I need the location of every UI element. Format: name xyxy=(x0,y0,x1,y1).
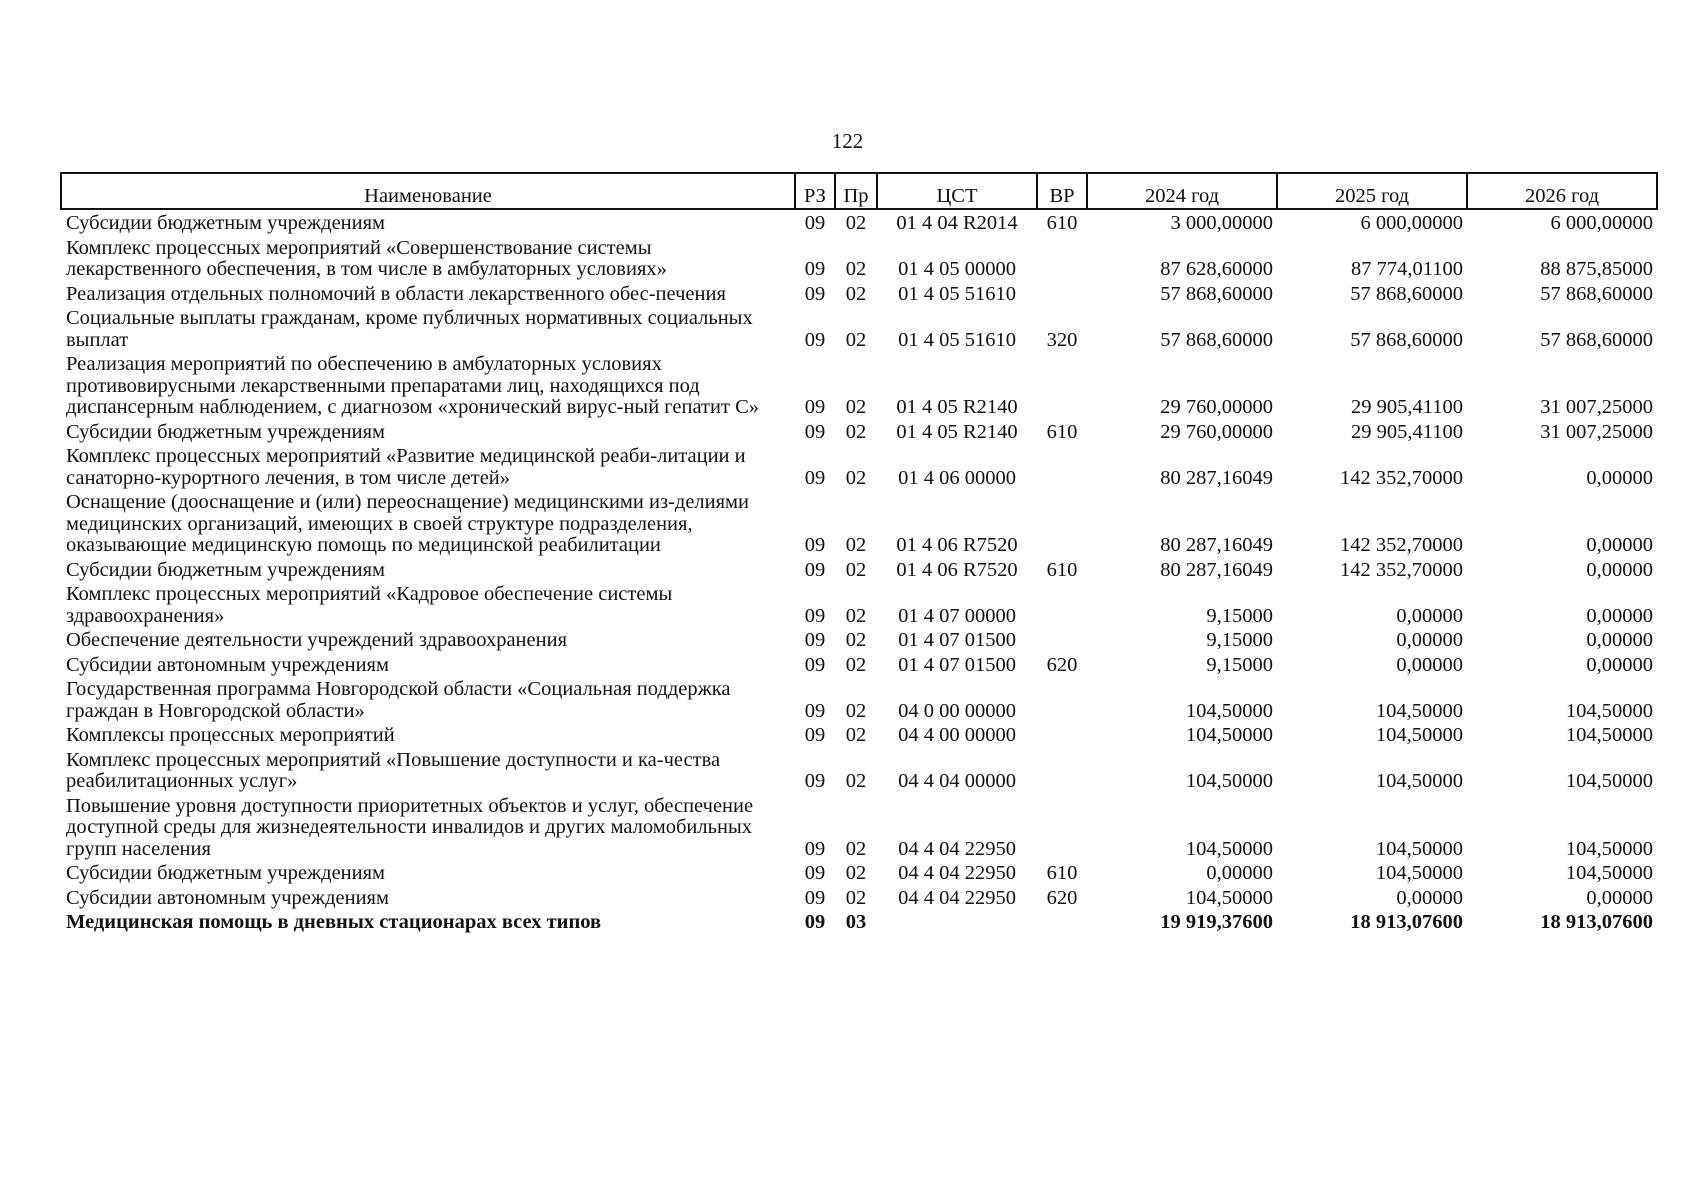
row-value-2024: 104,50000 xyxy=(1185,837,1273,860)
header-vr: ВР xyxy=(1037,173,1087,209)
row-value-2025: 142 352,70000 xyxy=(1340,466,1463,489)
row-value-2026: 104,50000 xyxy=(1565,699,1653,722)
row-value-2024: 9,15000 xyxy=(1206,604,1273,627)
row-cst: 04 4 00 00000 xyxy=(898,724,1016,746)
header-name: Наименование xyxy=(61,173,795,209)
row-vr xyxy=(1037,489,1087,557)
row-value-2025: 57 868,60000 xyxy=(1350,328,1463,351)
row-name: Субсидии бюджетным учреждениям xyxy=(66,558,386,581)
row-vr: 610 xyxy=(1046,558,1078,581)
row-vr: 320 xyxy=(1046,328,1078,351)
row-rz: 09 xyxy=(804,328,826,351)
row-value-2026: 6 000,00000 xyxy=(1550,212,1653,234)
row-value-2024: 0,00000 xyxy=(1206,862,1273,884)
table-row xyxy=(61,557,1657,582)
row-rz: 09 xyxy=(804,653,826,676)
table-row xyxy=(61,793,1657,861)
table-row xyxy=(61,722,1657,747)
row-name: Реализация отдельных полномочий в области лекарственного обес-печения xyxy=(66,282,726,305)
row-value-2026: 0,00000 xyxy=(1586,534,1653,556)
row-value-2026: 0,00000 xyxy=(1586,604,1653,627)
table-header xyxy=(61,173,1657,209)
row-value-2024: 80 287,16049 xyxy=(1160,534,1273,556)
row-value-2026: 0,00000 xyxy=(1586,466,1653,489)
row-rz: 09 xyxy=(804,629,826,651)
row-value-2024: 104,50000 xyxy=(1185,699,1273,722)
row-value-2024: 80 287,16049 xyxy=(1160,466,1273,489)
header-cst: ЦСТ xyxy=(877,173,1037,209)
table-row xyxy=(61,443,1657,489)
row-vr xyxy=(1037,351,1087,419)
row-pr: 02 xyxy=(845,653,867,676)
row-value-2026: 104,50000 xyxy=(1565,837,1653,860)
row-value-2024: 104,50000 xyxy=(1185,770,1273,792)
row-pr: 02 xyxy=(845,396,867,418)
row-cst: 01 4 07 00000 xyxy=(898,604,1016,627)
row-cst: 04 4 04 22950 xyxy=(898,886,1016,909)
row-name: Субсидии автономным учреждениям xyxy=(66,886,389,909)
row-vr: 620 xyxy=(1046,886,1078,909)
row-vr xyxy=(1037,627,1087,652)
row-vr: 610 xyxy=(1046,862,1078,884)
row-name: Государственная программа Новгородской области «Социальная поддержка граждан в Новгородской области» xyxy=(66,678,731,722)
row-cst xyxy=(877,909,1037,934)
row-value-2025: 142 352,70000 xyxy=(1340,534,1463,556)
row-value-2026: 31 007,25000 xyxy=(1540,420,1653,443)
row-rz: 09 xyxy=(804,420,826,443)
row-pr: 02 xyxy=(845,699,867,722)
row-cst: 04 4 04 00000 xyxy=(898,770,1016,792)
table-row xyxy=(61,747,1657,793)
row-rz: 09 xyxy=(804,396,826,418)
row-value-2024: 57 868,60000 xyxy=(1160,282,1273,305)
row-rz: 09 xyxy=(804,282,826,305)
header-2024: 2024 год xyxy=(1087,173,1277,209)
row-rz: 09 xyxy=(804,212,826,234)
row-name: Комплексы процессных мероприятий xyxy=(66,724,395,746)
header-row xyxy=(61,173,1657,209)
table-row xyxy=(61,652,1657,677)
row-cst: 04 4 04 22950 xyxy=(898,862,1016,884)
table-row xyxy=(61,281,1657,306)
row-vr: 620 xyxy=(1046,653,1078,676)
table-row xyxy=(61,489,1657,557)
row-cst: 01 4 05 51610 xyxy=(898,282,1016,305)
table-row xyxy=(61,419,1657,444)
table-row xyxy=(61,909,1657,934)
row-pr: 02 xyxy=(845,770,867,792)
row-pr: 02 xyxy=(845,466,867,489)
row-rz: 09 xyxy=(804,558,826,581)
row-cst: 01 4 07 01500 xyxy=(898,629,1016,651)
row-pr: 02 xyxy=(845,258,867,280)
row-value-2025: 0,00000 xyxy=(1396,653,1463,676)
row-cst: 04 4 04 22950 xyxy=(898,837,1016,860)
row-value-2026: 0,00000 xyxy=(1586,653,1653,676)
row-value-2025: 29 905,41100 xyxy=(1351,420,1463,443)
row-value-2026: 0,00000 xyxy=(1586,558,1653,581)
row-pr: 02 xyxy=(845,886,867,909)
row-value-2024: 104,50000 xyxy=(1185,724,1273,746)
row-pr: 02 xyxy=(845,724,867,746)
row-name: Социальные выплаты гражданам, кроме публичных нормативных социальных выплат xyxy=(66,307,753,351)
row-value-2025: 104,50000 xyxy=(1375,770,1463,792)
table-row xyxy=(61,581,1657,627)
row-value-2025: 18 913,07600 xyxy=(1350,911,1463,933)
row-cst: 01 4 05 R2140 xyxy=(896,396,1018,418)
row-rz: 09 xyxy=(804,534,826,556)
row-value-2026: 0,00000 xyxy=(1586,886,1653,909)
row-cst: 01 4 06 R7520 xyxy=(896,534,1018,556)
table-row xyxy=(61,676,1657,722)
row-cst: 01 4 07 01500 xyxy=(898,653,1016,676)
row-name: Субсидии бюджетным учреждениям xyxy=(66,212,386,234)
row-value-2026: 0,00000 xyxy=(1586,629,1653,651)
row-value-2026: 88 875,85000 xyxy=(1540,258,1653,280)
row-value-2025: 29 905,41100 xyxy=(1351,396,1463,418)
row-pr: 02 xyxy=(845,558,867,581)
row-value-2025: 0,00000 xyxy=(1396,629,1463,651)
row-value-2025: 142 352,70000 xyxy=(1340,558,1463,581)
table-body xyxy=(61,209,1657,934)
row-cst: 01 4 06 R7520 xyxy=(896,558,1018,581)
row-name: Реализация мероприятий по обеспечению в амбулаторных условиях противовирусными лекарственными препаратами лиц, находящихся под диспансерным наблюдением, с диагнозом «хронический вирус-ный гепатит С» xyxy=(66,353,759,418)
row-vr: 610 xyxy=(1046,212,1078,234)
header-pr: Пр xyxy=(835,173,877,209)
row-name: Оснащение (дооснащение и (или) переоснащение) медицинскими из-делиями медицинских организаций, имеющих в своей структуре подразделения, оказывающие медицинскую помощь по медицинской реабилитации xyxy=(66,491,749,556)
row-value-2024: 9,15000 xyxy=(1206,653,1273,676)
row-value-2024: 29 760,00000 xyxy=(1160,396,1273,418)
row-cst: 01 4 04 R2014 xyxy=(896,212,1018,234)
row-vr xyxy=(1037,235,1087,281)
row-value-2025: 104,50000 xyxy=(1375,699,1463,722)
row-vr: 610 xyxy=(1046,420,1078,443)
row-cst: 01 4 05 51610 xyxy=(898,328,1016,351)
row-value-2025: 87 774,01100 xyxy=(1351,258,1463,280)
table-row xyxy=(61,885,1657,910)
row-vr xyxy=(1037,747,1087,793)
row-pr: 02 xyxy=(845,534,867,556)
row-pr: 02 xyxy=(845,629,867,651)
row-cst: 04 0 00 00000 xyxy=(898,699,1016,722)
table-row xyxy=(61,305,1657,351)
row-value-2024: 19 919,37600 xyxy=(1160,911,1273,933)
row-vr xyxy=(1037,281,1087,306)
row-value-2024: 104,50000 xyxy=(1185,886,1273,909)
row-rz: 09 xyxy=(804,604,826,627)
row-vr xyxy=(1037,909,1087,934)
row-value-2024: 9,15000 xyxy=(1206,629,1273,651)
row-rz: 09 xyxy=(804,466,826,489)
row-rz: 09 xyxy=(804,770,826,792)
row-vr xyxy=(1037,722,1087,747)
row-value-2025: 57 868,60000 xyxy=(1350,282,1463,305)
row-vr xyxy=(1037,793,1087,861)
row-pr: 02 xyxy=(845,328,867,351)
row-value-2026: 104,50000 xyxy=(1565,770,1653,792)
row-value-2024: 80 287,16049 xyxy=(1160,558,1273,581)
row-value-2024: 29 760,00000 xyxy=(1160,420,1273,443)
row-name: Комплекс процессных мероприятий «Совершенствование системы лекарственного обеспечения, в том числе в амбулаторных условиях» xyxy=(66,236,667,280)
row-name: Комплекс процессных мероприятий «Развитие медицинской реаби-литации и санаторно-курортного лечения, в том числе детей» xyxy=(66,445,746,489)
row-rz: 09 xyxy=(804,837,826,860)
row-pr: 03 xyxy=(845,911,867,933)
row-rz: 09 xyxy=(804,911,826,933)
row-value-2024: 57 868,60000 xyxy=(1160,328,1273,351)
row-vr xyxy=(1037,443,1087,489)
row-name: Субсидии автономным учреждениям xyxy=(66,653,389,676)
table-row xyxy=(61,860,1657,885)
row-value-2025: 104,50000 xyxy=(1375,724,1463,746)
page-number: 122 xyxy=(831,129,864,153)
row-rz: 09 xyxy=(804,862,826,884)
table-row xyxy=(61,627,1657,652)
row-value-2026: 104,50000 xyxy=(1565,862,1653,884)
row-value-2024: 87 628,60000 xyxy=(1160,258,1273,280)
row-name: Повышение уровня доступности приоритетных объектов и услуг, обеспечение доступной среды для жизнедеятельности инвалидов и других маломобильных групп населения xyxy=(66,794,754,860)
row-name: Обеспечение деятельности учреждений здравоохранения xyxy=(66,629,567,651)
row-rz: 09 xyxy=(804,699,826,722)
row-cst: 01 4 05 R2140 xyxy=(896,420,1018,443)
table-row xyxy=(61,209,1657,235)
row-pr: 02 xyxy=(845,282,867,305)
row-pr: 02 xyxy=(845,604,867,627)
row-value-2026: 57 868,60000 xyxy=(1540,328,1653,351)
row-name: Субсидии бюджетным учреждениям xyxy=(66,862,386,884)
row-cst: 01 4 06 00000 xyxy=(898,466,1016,489)
budget-table xyxy=(60,172,1658,934)
row-pr: 02 xyxy=(845,420,867,443)
row-vr xyxy=(1037,676,1087,722)
row-value-2025: 0,00000 xyxy=(1396,604,1463,627)
table-row xyxy=(61,351,1657,419)
row-value-2026: 18 913,07600 xyxy=(1540,911,1653,933)
table-row xyxy=(61,235,1657,281)
row-value-2025: 104,50000 xyxy=(1375,862,1463,884)
row-name: Комплекс процессных мероприятий «Кадровое обеспечение системы здравоохранения» xyxy=(66,583,673,627)
row-value-2026: 104,50000 xyxy=(1565,724,1653,746)
header-rz: РЗ xyxy=(795,173,835,209)
row-value-2026: 57 868,60000 xyxy=(1540,282,1653,305)
row-value-2025: 0,00000 xyxy=(1396,886,1463,909)
row-pr: 02 xyxy=(845,212,867,234)
row-rz: 09 xyxy=(804,258,826,280)
row-cst: 01 4 05 00000 xyxy=(898,258,1016,280)
row-pr: 02 xyxy=(845,837,867,860)
row-value-2026: 31 007,25000 xyxy=(1540,396,1653,418)
row-value-2025: 104,50000 xyxy=(1375,837,1463,860)
row-pr: 02 xyxy=(845,862,867,884)
row-value-2024: 3 000,00000 xyxy=(1170,212,1273,234)
row-rz: 09 xyxy=(804,724,826,746)
header-2025: 2025 год xyxy=(1277,173,1467,209)
row-name: Комплекс процессных мероприятий «Повышение доступности и ка-чества реабилитационных услуг» xyxy=(66,748,721,792)
row-value-2025: 6 000,00000 xyxy=(1360,212,1463,234)
row-name: Медицинская помощь в дневных стационарах всех типов xyxy=(66,911,602,933)
row-vr xyxy=(1037,581,1087,627)
row-name: Субсидии бюджетным учреждениям xyxy=(66,420,386,443)
header-2026: 2026 год xyxy=(1467,173,1657,209)
row-rz: 09 xyxy=(804,886,826,909)
